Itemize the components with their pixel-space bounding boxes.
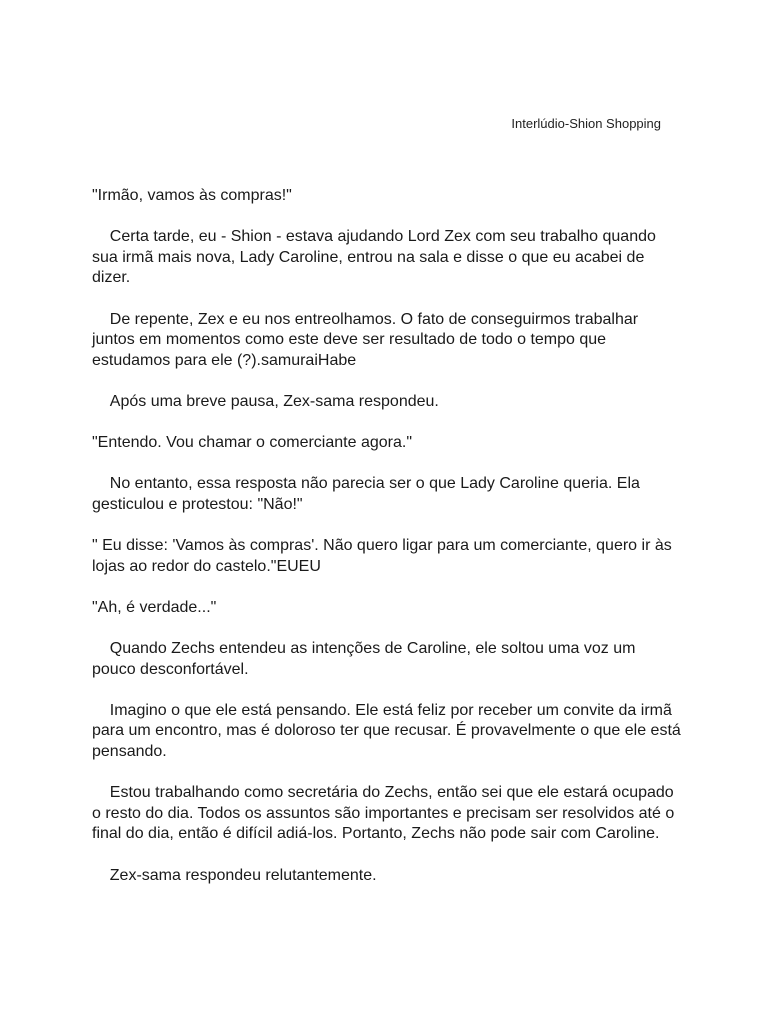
paragraph: Zex-sama respondeu relutantemente. [92, 866, 377, 884]
paragraph: No entanto, essa resposta não parecia ser o que Lady Caroline queria. Ela gesticulou e protestou: "Não!" [92, 475, 645, 513]
paragraph: "Ah, é verdade..." [92, 598, 217, 616]
paragraph: De repente, Zex e eu nos entreolhamos. O fato de conseguirmos trabalhar juntos em momentos como este deve ser resultado de todo o tempo que estudamos para ele (?).samuraiHabe [92, 310, 643, 369]
paragraph: Estou trabalhando como secretária do Zechs, então sei que ele estará ocupado o resto do dia. Todos os assuntos são importantes e precisam ser resolvidos até o final do dia, então é difícil adiá-los. Portanto, Zechs não pode sair com Caroline. [92, 784, 679, 843]
paragraph: Após uma breve pausa, Zex-sama respondeu. [92, 392, 439, 410]
paragraph: "Irmão, vamos às compras!" [92, 187, 292, 204]
paragraph: " Eu disse: 'Vamos às compras'. Não quero ligar para um comerciante, quero ir às lojas ao redor do castelo."EUEU [92, 537, 677, 575]
paragraph: Imagino o que ele está pensando. Ele está feliz por receber um convite da irmã para um encontro, mas é doloroso ter que recusar. É provavelmente o que ele está pensando. [92, 701, 686, 761]
document-body [92, 186, 686, 907]
paragraph: "Entendo. Vou chamar o comerciante agora." [92, 434, 412, 452]
paragraph: Certa tarde, eu - Shion - estava ajudando Lord Zex com seu trabalho quando sua irmã mais nova, Lady Caroline, entrou na sala e disse o que eu acabei de dizer. [92, 228, 661, 287]
paragraph: Quando Zechs entendeu as intenções de Caroline, ele soltou uma voz um pouco desconfortável. [92, 640, 640, 678]
page-header: Interlúdio-Shion Shopping [511, 116, 661, 131]
